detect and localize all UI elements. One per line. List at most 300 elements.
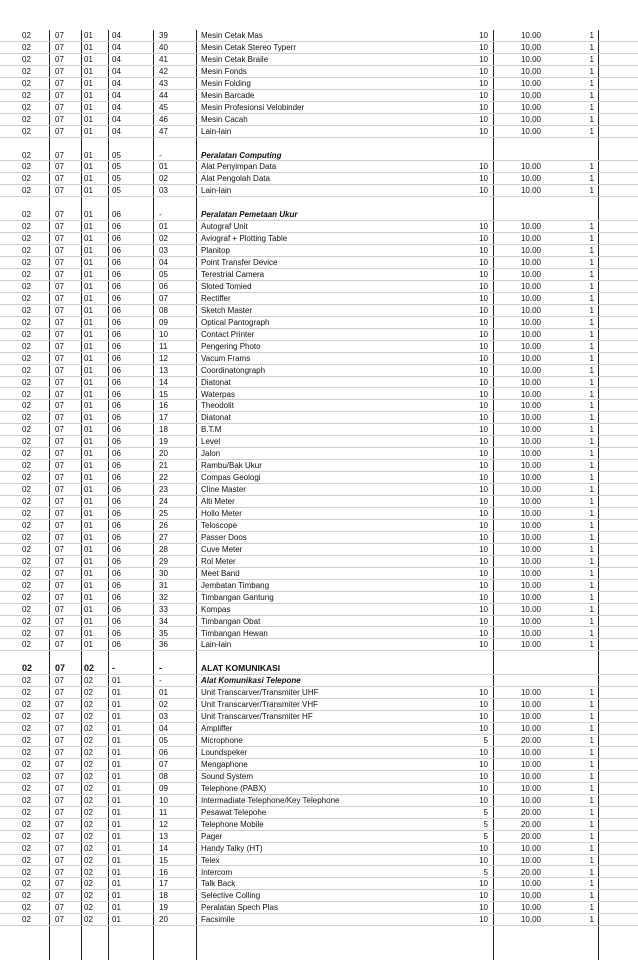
table-row xyxy=(0,353,638,365)
code-golongan: 02 xyxy=(22,748,31,757)
code-bidang: 07 xyxy=(55,807,64,817)
useful-life: 10 xyxy=(479,42,488,52)
quantity: 1 xyxy=(589,377,594,387)
table-row xyxy=(0,472,638,484)
code-golongan: 02 xyxy=(22,532,31,542)
code-bidang: 07 xyxy=(55,31,64,40)
code-subkelompok: 06 xyxy=(112,353,121,363)
table-row xyxy=(0,161,638,173)
useful-life: 10 xyxy=(479,700,488,710)
item-name: Alat Komunikasi Telepone xyxy=(201,676,301,686)
code-kelompok: 01 xyxy=(84,568,93,578)
table-row xyxy=(0,914,638,926)
code-kelompok: 02 xyxy=(84,831,93,841)
code-subkelompok: 01 xyxy=(112,688,121,698)
code-subsub: 17 xyxy=(159,413,168,423)
code-subkelompok: 06 xyxy=(112,556,121,566)
table-row xyxy=(0,66,638,78)
code-subsub: 13 xyxy=(159,831,168,841)
quantity: 1 xyxy=(589,700,594,710)
code-subkelompok: 06 xyxy=(112,365,121,375)
quantity: 1 xyxy=(589,305,594,315)
code-bidang: 07 xyxy=(55,102,64,112)
code-kelompok: 01 xyxy=(84,162,93,172)
code-golongan: 02 xyxy=(22,485,31,495)
code-subsub: 31 xyxy=(159,580,168,590)
rate: 10.00 xyxy=(520,771,542,781)
code-bidang: 07 xyxy=(55,628,64,638)
code-subkelompok: 01 xyxy=(112,700,121,710)
code-bidang: 07 xyxy=(55,78,64,88)
quantity: 1 xyxy=(589,234,594,244)
code-subkelompok: 01 xyxy=(112,736,121,746)
code-kelompok: 01 xyxy=(84,186,93,196)
code-golongan: 02 xyxy=(22,915,31,925)
code-subsub: 01 xyxy=(159,688,168,698)
useful-life: 5 xyxy=(483,819,488,829)
code-golongan: 02 xyxy=(22,628,31,638)
code-kelompok: 01 xyxy=(84,42,93,52)
table-row xyxy=(0,520,638,532)
code-golongan: 02 xyxy=(22,520,31,530)
table-row xyxy=(0,878,638,890)
quantity: 1 xyxy=(589,102,594,112)
useful-life: 10 xyxy=(479,748,488,757)
code-golongan: 02 xyxy=(22,580,31,590)
quantity: 1 xyxy=(589,31,594,40)
item-name: Level xyxy=(201,437,221,447)
table-row xyxy=(0,102,638,114)
code-subkelompok: 05 xyxy=(112,174,121,184)
code-subsub: 33 xyxy=(159,604,168,614)
code-bidang: 07 xyxy=(55,174,64,184)
code-subkelompok: 05 xyxy=(112,186,121,196)
item-name: Meet Band xyxy=(201,568,240,578)
code-golongan: 02 xyxy=(22,305,31,315)
item-name: Jalon xyxy=(201,449,221,459)
table-row xyxy=(0,819,638,831)
code-bidang: 07 xyxy=(55,270,64,279)
code-bidang: 07 xyxy=(55,903,64,913)
useful-life: 10 xyxy=(479,461,488,471)
rate: 10.00 xyxy=(520,891,542,901)
code-golongan: 02 xyxy=(22,413,31,423)
code-kelompok: 02 xyxy=(84,891,93,901)
rate: 10.00 xyxy=(520,293,542,303)
code-subkelompok: 01 xyxy=(112,783,121,793)
code-subkelompok: 06 xyxy=(112,532,121,542)
rate: 10.00 xyxy=(520,640,542,650)
table-row xyxy=(0,771,638,783)
useful-life: 10 xyxy=(479,532,488,542)
code-subsub: 09 xyxy=(159,317,168,327)
item-name: Optical Pantograph xyxy=(201,317,270,327)
table-row xyxy=(0,436,638,448)
code-kelompok: 01 xyxy=(84,556,93,566)
code-subsub: 11 xyxy=(159,341,168,351)
code-subsub: 40 xyxy=(159,42,168,52)
code-golongan: 02 xyxy=(22,293,31,303)
code-subsub: 10 xyxy=(159,329,168,339)
code-subsub: 04 xyxy=(159,724,168,734)
code-bidang: 07 xyxy=(55,305,64,315)
code-golongan: 02 xyxy=(22,843,31,853)
item-name: Hollo Meter xyxy=(201,509,242,518)
rate: 10.00 xyxy=(520,401,542,411)
code-bidang: 07 xyxy=(55,640,64,650)
quantity: 1 xyxy=(589,258,594,268)
rate: 10.00 xyxy=(520,353,542,363)
rate: 10.00 xyxy=(520,497,542,507)
code-kelompok: 02 xyxy=(84,783,93,793)
code-subsub: 22 xyxy=(159,473,168,483)
rate: 10.00 xyxy=(520,783,542,793)
code-kelompok: 02 xyxy=(84,663,95,674)
code-subkelompok: 01 xyxy=(112,843,121,853)
code-subsub: 03 xyxy=(159,246,168,256)
code-kelompok: 02 xyxy=(84,915,93,925)
code-bidang: 07 xyxy=(55,162,64,172)
quantity: 1 xyxy=(589,42,594,52)
code-bidang: 07 xyxy=(55,126,64,136)
code-subsub: 19 xyxy=(159,903,168,913)
useful-life: 10 xyxy=(479,544,488,554)
code-subkelompok: 04 xyxy=(112,102,121,112)
code-bidang: 07 xyxy=(55,449,64,459)
code-subsub: - xyxy=(159,210,162,220)
table-row xyxy=(0,532,638,544)
table-row xyxy=(0,890,638,902)
code-bidang: 07 xyxy=(55,258,64,268)
useful-life: 10 xyxy=(479,305,488,315)
quantity: 1 xyxy=(589,461,594,471)
code-subsub: 12 xyxy=(159,819,168,829)
quantity: 1 xyxy=(589,532,594,542)
code-kelompok: 01 xyxy=(84,126,93,136)
item-name: Selective Colling xyxy=(201,891,261,901)
code-golongan: 02 xyxy=(22,437,31,447)
rate: 10.00 xyxy=(520,843,542,853)
code-kelompok: 01 xyxy=(84,78,93,88)
code-kelompok: 01 xyxy=(84,317,93,327)
table-row xyxy=(0,902,638,914)
code-kelompok: 01 xyxy=(84,485,93,495)
useful-life: 10 xyxy=(479,688,488,698)
useful-life: 10 xyxy=(479,759,488,769)
rate: 10.00 xyxy=(520,628,542,638)
rate: 10.00 xyxy=(520,855,542,865)
table-row xyxy=(0,233,638,245)
code-bidang: 07 xyxy=(55,544,64,554)
item-name: Lain-lain xyxy=(201,126,232,136)
item-name: Timbangan Gantung xyxy=(201,592,274,602)
rate: 10.00 xyxy=(520,389,542,399)
code-kelompok: 02 xyxy=(84,903,93,913)
code-subsub: 11 xyxy=(159,807,168,817)
useful-life: 10 xyxy=(479,234,488,244)
useful-life: 10 xyxy=(479,425,488,435)
code-bidang: 07 xyxy=(55,353,64,363)
code-bidang: 07 xyxy=(55,509,64,518)
useful-life: 10 xyxy=(479,509,488,518)
code-golongan: 02 xyxy=(22,234,31,244)
item-name: Coordinatongraph xyxy=(201,365,266,375)
code-kelompok: 01 xyxy=(84,389,93,399)
code-kelompok: 01 xyxy=(84,461,93,471)
item-name: Contact Printer xyxy=(201,329,255,339)
code-golongan: 02 xyxy=(22,66,31,76)
table-row xyxy=(0,711,638,723)
table-row xyxy=(0,807,638,819)
useful-life: 10 xyxy=(479,915,488,925)
code-golongan: 02 xyxy=(22,54,31,64)
item-name: Mesin Cetak Braile xyxy=(201,54,269,64)
code-subsub: 06 xyxy=(159,281,168,291)
item-name: Talk Back xyxy=(201,879,236,889)
quantity: 1 xyxy=(589,568,594,578)
rate: 10.00 xyxy=(520,592,542,602)
code-golongan: 02 xyxy=(22,807,31,817)
quantity: 1 xyxy=(589,222,594,232)
code-subkelompok: 06 xyxy=(112,449,121,459)
quantity: 1 xyxy=(589,317,594,327)
table-row xyxy=(0,245,638,257)
code-subkelompok: 06 xyxy=(112,520,121,530)
table-row xyxy=(0,460,638,472)
item-name: Compas Geologi xyxy=(201,473,261,483)
code-kelompok: 01 xyxy=(84,341,93,351)
quantity: 1 xyxy=(589,425,594,435)
code-subsub: 14 xyxy=(159,843,168,853)
useful-life: 10 xyxy=(479,270,488,279)
code-subkelompok: 01 xyxy=(112,915,121,925)
quantity: 1 xyxy=(589,640,594,650)
table-row xyxy=(0,30,638,42)
item-name: Telex xyxy=(201,855,220,865)
quantity: 1 xyxy=(589,748,594,757)
code-kelompok: 01 xyxy=(84,604,93,614)
code-subsub: 08 xyxy=(159,771,168,781)
rate: 10.00 xyxy=(520,712,542,722)
code-subkelompok: 06 xyxy=(112,401,121,411)
item-name: Peralatan Pemetaan Ukur xyxy=(201,210,298,220)
item-name: Peralatan Computing xyxy=(201,150,282,160)
item-name: Teloscope xyxy=(201,520,238,530)
item-name: Alat Penyimpan Data xyxy=(201,162,277,172)
code-subkelompok: 06 xyxy=(112,270,121,279)
useful-life: 10 xyxy=(479,353,488,363)
rate: 10.00 xyxy=(520,329,542,339)
rate: 10.00 xyxy=(520,580,542,590)
code-golongan: 02 xyxy=(22,891,31,901)
code-subkelompok: 06 xyxy=(112,592,121,602)
quantity: 1 xyxy=(589,736,594,746)
code-golongan: 02 xyxy=(22,616,31,626)
code-golongan: 02 xyxy=(22,78,31,88)
code-bidang: 07 xyxy=(55,234,64,244)
item-name: Mesin Profesionsi Velobinder xyxy=(201,102,305,112)
code-golongan: 02 xyxy=(22,831,31,841)
rate: 10.00 xyxy=(520,174,542,184)
rate: 10.00 xyxy=(520,449,542,459)
code-bidang: 07 xyxy=(55,114,64,124)
quantity: 1 xyxy=(589,915,594,925)
code-subsub: 32 xyxy=(159,592,168,602)
code-kelompok: 01 xyxy=(84,305,93,315)
quantity: 1 xyxy=(589,712,594,722)
code-kelompok: 01 xyxy=(84,353,93,363)
code-golongan: 02 xyxy=(22,724,31,734)
item-name: B.T.M xyxy=(201,425,222,435)
code-subkelompok: 01 xyxy=(112,903,121,913)
rate: 10.00 xyxy=(520,461,542,471)
item-name: Rol Meter xyxy=(201,556,236,566)
code-golongan: 02 xyxy=(22,688,31,698)
code-subkelompok: 06 xyxy=(112,222,121,232)
code-subkelompok: 06 xyxy=(112,425,121,435)
code-bidang: 07 xyxy=(55,150,64,160)
code-bidang: 07 xyxy=(55,616,64,626)
code-bidang: 07 xyxy=(55,867,64,877)
useful-life: 10 xyxy=(479,126,488,136)
code-subkelompok: 06 xyxy=(112,293,121,303)
code-golongan: 02 xyxy=(22,31,31,40)
useful-life: 10 xyxy=(479,616,488,626)
quantity: 1 xyxy=(589,365,594,375)
code-kelompok: 01 xyxy=(84,413,93,423)
code-subkelompok: 01 xyxy=(112,748,121,757)
table-row xyxy=(0,675,638,687)
code-subsub: 28 xyxy=(159,544,168,554)
item-name: Intercom xyxy=(201,867,233,877)
code-kelompok: 01 xyxy=(84,449,93,459)
item-name: Kompas xyxy=(201,604,231,614)
quantity: 1 xyxy=(589,556,594,566)
code-subkelompok: 05 xyxy=(112,150,121,160)
table-row xyxy=(0,508,638,520)
code-subkelompok: 01 xyxy=(112,724,121,734)
code-subkelompok: 04 xyxy=(112,114,121,124)
code-golongan: 02 xyxy=(22,903,31,913)
code-bidang: 07 xyxy=(55,819,64,829)
quantity: 1 xyxy=(589,78,594,88)
code-subkelompok: 06 xyxy=(112,341,121,351)
code-subkelompok: 04 xyxy=(112,90,121,100)
code-subsub: 06 xyxy=(159,748,168,757)
code-subsub: 07 xyxy=(159,759,168,769)
code-bidang: 07 xyxy=(55,855,64,865)
code-bidang: 07 xyxy=(55,54,64,64)
item-name: Lain-lain xyxy=(201,186,232,196)
useful-life: 10 xyxy=(479,568,488,578)
code-subsub: 41 xyxy=(159,54,168,64)
table-row xyxy=(0,412,638,424)
code-kelompok: 02 xyxy=(84,855,93,865)
item-name: Loundspeker xyxy=(201,748,248,757)
item-name: Unit Transcarver/Transmiter UHF xyxy=(201,688,319,698)
code-kelompok: 01 xyxy=(84,437,93,447)
code-golongan: 02 xyxy=(22,377,31,387)
item-name: Theodolit xyxy=(201,401,234,411)
code-subkelompok: 01 xyxy=(112,867,121,877)
code-subsub: 20 xyxy=(159,915,168,925)
rate: 10.00 xyxy=(520,162,542,172)
useful-life: 10 xyxy=(479,497,488,507)
useful-life: 10 xyxy=(479,281,488,291)
code-kelompok: 01 xyxy=(84,234,93,244)
item-name: Mengaphone xyxy=(201,759,248,769)
useful-life: 10 xyxy=(479,855,488,865)
rate: 10.00 xyxy=(520,222,542,232)
code-golongan: 02 xyxy=(22,258,31,268)
rate: 10.00 xyxy=(520,915,542,925)
code-subsub: 24 xyxy=(159,497,168,507)
rate: 10.00 xyxy=(520,90,542,100)
code-golongan: 02 xyxy=(22,544,31,554)
useful-life: 10 xyxy=(479,783,488,793)
useful-life: 10 xyxy=(479,389,488,399)
table-row xyxy=(0,173,638,185)
code-subsub: 05 xyxy=(159,736,168,746)
code-bidang: 07 xyxy=(55,879,64,889)
code-golongan: 02 xyxy=(22,663,33,674)
quantity: 1 xyxy=(589,843,594,853)
code-golongan: 02 xyxy=(22,317,31,327)
useful-life: 10 xyxy=(479,903,488,913)
rate: 10.00 xyxy=(520,377,542,387)
useful-life: 10 xyxy=(479,879,488,889)
quantity: 1 xyxy=(589,724,594,734)
code-bidang: 07 xyxy=(55,186,64,196)
item-name: Cline Master xyxy=(201,485,246,495)
code-kelompok: 02 xyxy=(84,724,93,734)
quantity: 1 xyxy=(589,807,594,817)
useful-life: 10 xyxy=(479,186,488,196)
code-subkelompok: 01 xyxy=(112,807,121,817)
code-subsub: 08 xyxy=(159,305,168,315)
quantity: 1 xyxy=(589,114,594,124)
item-name: Autograf Unit xyxy=(201,222,248,232)
code-subsub: 16 xyxy=(159,867,168,877)
quantity: 1 xyxy=(589,867,594,877)
quantity: 1 xyxy=(589,389,594,399)
code-bidang: 07 xyxy=(55,66,64,76)
spacer-row xyxy=(0,651,638,663)
code-bidang: 07 xyxy=(55,592,64,602)
code-kelompok: 02 xyxy=(84,807,93,817)
quantity: 1 xyxy=(589,485,594,495)
code-kelompok: 01 xyxy=(84,31,93,40)
code-golongan: 02 xyxy=(22,604,31,614)
code-bidang: 07 xyxy=(55,485,64,495)
item-name: Mesin Folding xyxy=(201,78,251,88)
quantity: 1 xyxy=(589,329,594,339)
rate: 10.00 xyxy=(520,485,542,495)
rate: 10.00 xyxy=(520,903,542,913)
code-bidang: 07 xyxy=(55,532,64,542)
useful-life: 10 xyxy=(479,114,488,124)
table-row xyxy=(0,616,638,628)
code-subkelompok: 06 xyxy=(112,329,121,339)
table-row xyxy=(0,185,638,197)
quantity: 1 xyxy=(589,616,594,626)
code-bidang: 07 xyxy=(55,915,64,925)
quantity: 1 xyxy=(589,580,594,590)
code-bidang: 07 xyxy=(55,389,64,399)
code-subkelompok: 04 xyxy=(112,66,121,76)
code-bidang: 07 xyxy=(55,795,64,805)
table-row xyxy=(0,305,638,317)
